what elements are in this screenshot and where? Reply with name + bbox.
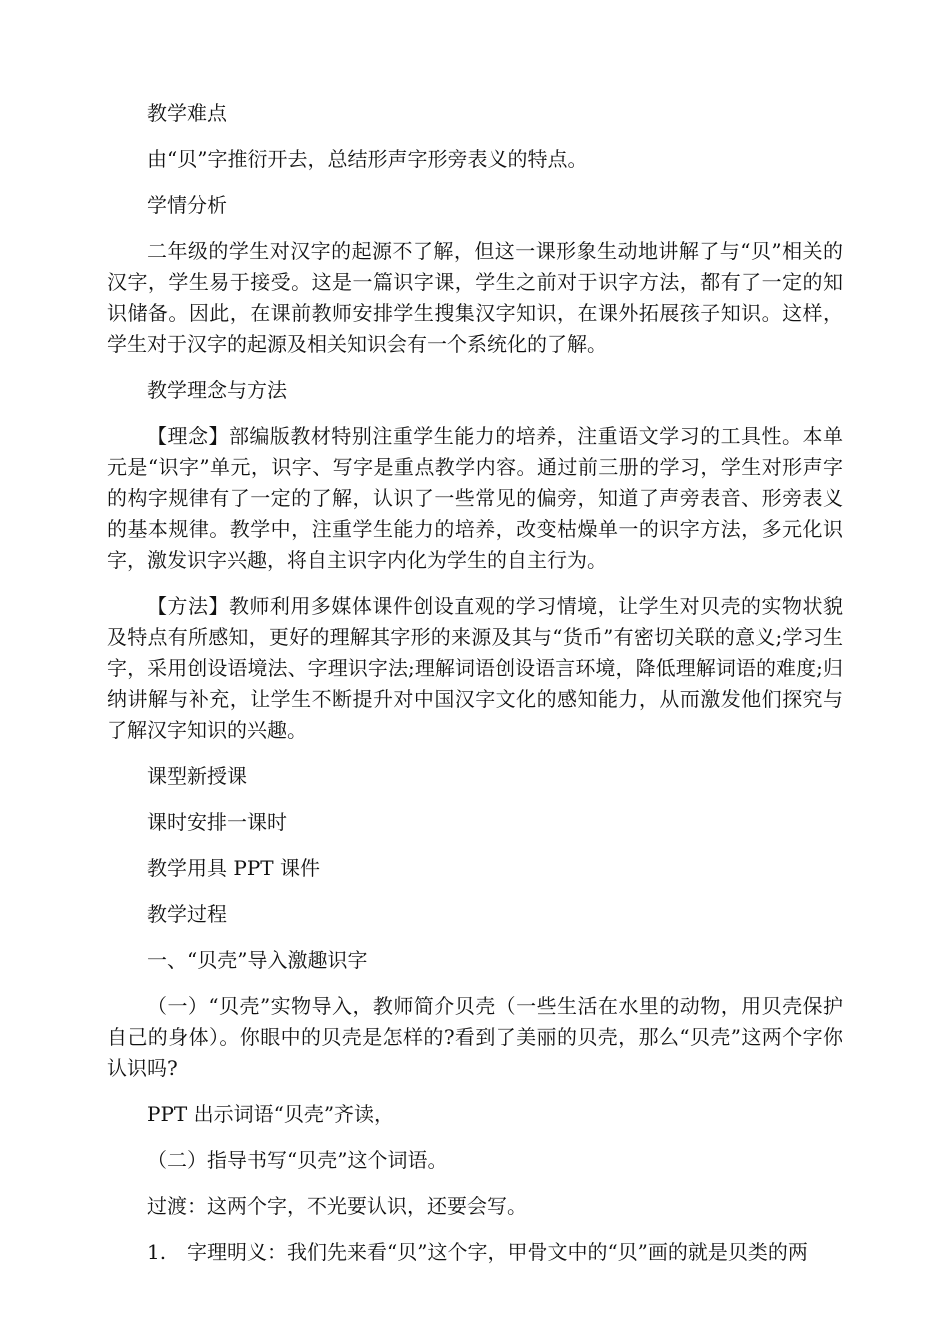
section-one-title: 一、“贝壳”导入激趣识字 — [147, 948, 368, 972]
numbered-item-text: 字理明义：我们先来看“贝”这个字，甲骨文中的“贝”画的就是贝类的两 — [187, 1240, 808, 1264]
lesson-schedule: 课时安排一课时 — [147, 810, 287, 834]
paragraph-method: 【方法】教师利用多媒体课件创设直观的学习情境，让学生对贝壳的实物状貌及特点有所感知，更好的理解其字形的来源及其与“货币”有密切关联的意义;学习生字，采用创设语境法、字理识字法;理解词语创设语言环境，降低理解词语的难度;归纳讲解与补充，让学生不断提升对中国汉字文化的感知能力，从而激发他们探究与了解汉字知识的兴趣。 — [107, 594, 843, 742]
numbered-item — [107, 1237, 843, 1268]
heading-learner-analysis: 学情分析 — [147, 193, 227, 217]
paragraph-transition: 过渡：这两个字，不光要认识，还要会写。 — [147, 1194, 527, 1218]
lesson-type: 课型新授课 — [147, 764, 247, 788]
numbered-item-number: 1. — [147, 1240, 167, 1264]
heading-philosophy-method: 教学理念与方法 — [147, 378, 287, 402]
heading-teaching-process: 教学过程 — [147, 902, 227, 926]
document-body — [107, 98, 843, 1268]
paragraph-difficulty-text: 由“贝”字推衍开去，总结形声字形旁表义的特点。 — [147, 147, 588, 171]
paragraph-shell-intro: （一）“贝壳”实物导入，教师简介贝壳（一些生活在水里的动物，用贝壳保护自己的身体）。你眼中的贝壳是怎样的?看到了美丽的贝壳，那么“贝壳”这两个字你认识吗? — [107, 994, 843, 1080]
paragraph-learner-analysis: 二年级的学生对汉字的起源不了解，但这一课形象生动地讲解了与“贝”相关的汉字，学生易于接受。这是一篇识字课，学生之前对于识字方法，都有了一定的知识储备。因此，在课前教师安排学生搜集汉字知识，在课外拓展孩子知识。这样，学生对于汉字的起源及相关知识会有一个系统化的了解。 — [107, 239, 843, 356]
paragraph-ppt-read: PPT 出示词语“贝壳”齐读， — [147, 1102, 395, 1126]
heading-teaching-difficulty: 教学难点 — [147, 101, 227, 125]
paragraph-writing-guide: （二）指导书写“贝壳”这个词语。 — [147, 1148, 448, 1172]
teaching-tools: 教学用具 PPT 课件 — [147, 856, 320, 880]
paragraph-philosophy: 【理念】部编版教材特别注重学生能力的培养，注重语文学习的工具性。本单元是“识字”单元，识字、写字是重点教学内容。通过前三册的学习，学生对形声字的构字规律有了一定的了解，认识了一些常见的偏旁，知道了声旁表音、形旁表义的基本规律。教学中，注重学生能力的培养，改变枯燥单一的识字方法，多元化识字，激发识字兴趣，将自主识字内化为学生的自主行为。 — [107, 424, 843, 572]
